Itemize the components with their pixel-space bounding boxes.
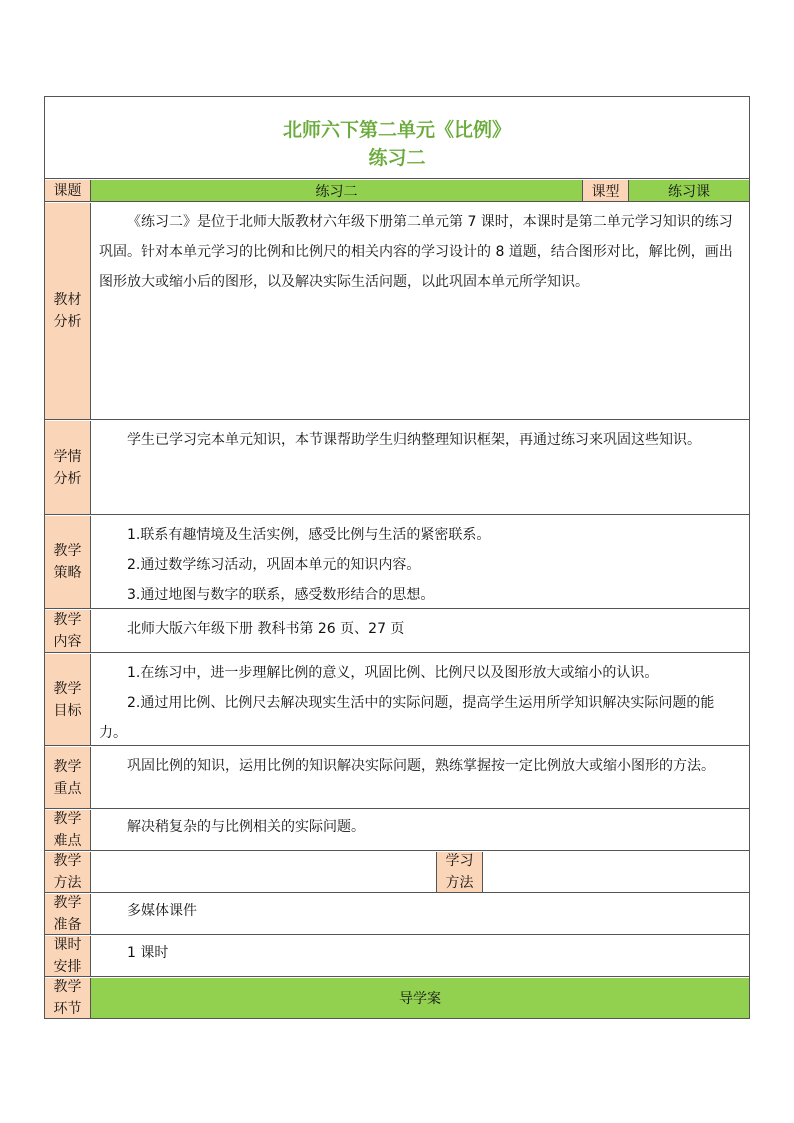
- material-analysis-row: [45, 203, 749, 420]
- key-points-row: [45, 747, 749, 809]
- doc-subtitle: 练习二: [368, 147, 426, 169]
- difficulty-text: 解决稍复杂的与比例相关的实际问题。: [127, 819, 365, 835]
- list-item: 3.通过地图与数字的联系，感受数形结合的思想。: [127, 587, 435, 603]
- content-text: 北师大版六年级下册 教科书第 26 页、27 页: [127, 621, 405, 637]
- key-points-label: 教学 重点: [45, 747, 91, 808]
- list-item: 2.通过用比例、比例尺去解决现实生活中的实际问题，提高学生运用所学知识解决实际问题的能力。: [99, 695, 715, 741]
- type-value: 练习课: [629, 180, 749, 201]
- difficulty-row: [45, 810, 749, 851]
- content-row: [45, 610, 749, 653]
- topic-value: 练习二: [91, 180, 583, 201]
- type-label: 课型: [583, 180, 629, 201]
- difficulty-label: 教学 难点: [45, 810, 91, 850]
- list-item: 2.通过数学练习活动，巩固本单元的知识内容。: [127, 557, 421, 573]
- prep-text: 多媒体课件: [127, 903, 197, 919]
- strategy-label: 教学 策略: [45, 516, 91, 608]
- study-method-label: 学习 方法: [437, 852, 483, 892]
- list-item: 1.在练习中，进一步理解比例的意义，巩固比例、比例尺以及图形放大或缩小的认识。: [127, 665, 659, 681]
- strategy-row: [45, 516, 749, 609]
- learner-analysis-label: 学情 分析: [45, 421, 91, 514]
- stage-row: [45, 978, 749, 1018]
- goals-row: [45, 654, 749, 746]
- study-method-value: [483, 852, 749, 892]
- strategy-text: [91, 516, 749, 608]
- key-points-text: 巩固比例的知识，运用比例的知识解决实际问题，熟练掌握按一定比例放大或缩小图形的方法。: [127, 758, 715, 774]
- stage-value: 导学案: [91, 978, 749, 1018]
- content-label: 教学 内容: [45, 610, 91, 652]
- time-text: 1 课时: [127, 945, 169, 961]
- time-row: [45, 936, 749, 977]
- time-label: 课时 安排: [45, 936, 91, 976]
- learner-analysis-text: 学生已学习完本单元知识，本节课帮助学生归纳整理知识框架，再通过练习来巩固这些知识。: [127, 432, 701, 448]
- learner-analysis-row: [45, 421, 749, 515]
- method-row: [45, 852, 749, 893]
- header-row: [45, 180, 749, 202]
- teaching-method-value: [91, 852, 437, 892]
- lesson-plan-table: [44, 96, 750, 1019]
- list-item: 1.联系有趣情境及生活实例，感受比例与生活的紧密联系。: [127, 527, 491, 543]
- teaching-method-label: 教学 方法: [45, 852, 91, 892]
- material-analysis-text: 《练习二》是位于北师大版教材六年级下册第二单元第 7 课时，本课时是第二单元学习知识的练习巩固。针对本单元学习的比例和比例尺的相关内容的学习设计的 8 道题，结合图形对比，解比例，画出图形放大或缩小后的图形，以及解决实际生活问题，以此巩固本单元所学知识。: [99, 214, 733, 290]
- material-analysis-label: 教材 分析: [45, 203, 91, 419]
- prep-label: 教学 准备: [45, 894, 91, 934]
- topic-label: 课题: [45, 180, 91, 201]
- goals-text: [91, 654, 749, 745]
- goals-label: 教学 目标: [45, 654, 91, 745]
- doc-title: 北师六下第二单元《比例》: [282, 119, 511, 141]
- title-row: [45, 97, 749, 179]
- prep-row: [45, 894, 749, 935]
- stage-label: 教学 环节: [45, 978, 91, 1018]
